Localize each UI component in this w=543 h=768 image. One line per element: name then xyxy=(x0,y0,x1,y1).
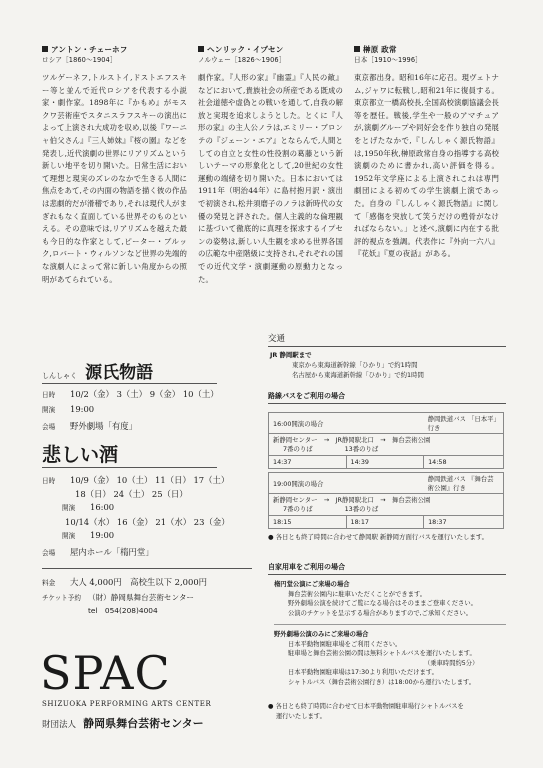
divider xyxy=(42,383,217,384)
profile-sub: ノルウェー［1826〜1906］ xyxy=(198,56,286,64)
bus-table-1900: 19:00開演の場合 静岡鉄道バス 『舞台芸術公園』行き 新静岡センター → JR静岡駅北口 → 舞台芸術公園 7番のりば 13番のりば 18:15 18:17 18:37 xyxy=(268,472,504,529)
profile-body: ツルゲーネフ,トルストイ,ドストエフスキー等と並んで近代ロシアを代表する小説家・劇作家。1898年に『かもめ』がモスクワ芸術座でスタニスラフスキーの演出によって上演され大成功を収め,以後『ワーニャ伯父さん』『三人姉妹』『桜の園』などを発表し,近代演劇の世界にリアリズムという新しい地平を切り開いた。日常生活において理想と現実のズレのなかで生きる人間に焦点をあて,その内面の物語を描く彼の作品は悲劇的だが滑稽であり,それは現代人がまぎれもなく直面している世界そのものといえる。その意味では,リアリズムを越えた最も今日的な作家として,ピーター・ブルック,ロバート・ウィルソンなど世界の先端的な演劇人によって常に新しい角度からの照明があてられている。 xyxy=(42,73,187,284)
play1-open-row: 開演 19:00 xyxy=(42,404,95,414)
profile-name: 榊原 政常 xyxy=(363,45,397,54)
jr-line-1: 東京から東海道新幹線「ひかり」で約1時間 xyxy=(292,361,418,369)
profile-body: 東京都出身。昭和16年に応召。現ヴェトナム,ジャワに転戦し,昭和21年に復員する。東京都立一橋高校長,全国高校演劇協議会長等を歴任。戦後,学生や一般のアマチュアが,演劇グループや同好会を作り独自の発展をとげたなかで,『しんしゃく源氏物語』は,1950年秋,榊原政常自身の指導する高校演劇のために書かれ,高い評価を得る。1952年文学座による上演されこれは専門劇団による初めての学生演劇上演であった。自身の『しんしゃく源氏物語』に関して「感傷を突放して笑うだけの甦骨がなければならない。」と述べ,演劇に内在する批評的視点を強調。代表作に『外向一六八』『花妖』『夏の夜話』がある。 xyxy=(354,73,499,259)
play2-title: 悲しい酒 xyxy=(42,444,119,466)
car-elliptic-hall: 楕円堂公演にご来場の場合 舞台芸術公園内に駐車いただくことができます。 野外劇場公演を続けてご覧になる場合はそのままご登車ください。 公演のチケットを呈示する場合がありますので,ご承知ください。 xyxy=(274,581,477,617)
play1-title-block xyxy=(42,358,153,383)
play2-dates-row-1: 日時 10/9（金） 10（土） 11（日） 17（土） xyxy=(42,475,230,485)
profile-sub: ロシア［1860〜1904］ xyxy=(42,56,117,64)
car-head: 自家用車をご利用の場合 xyxy=(268,563,345,571)
divider xyxy=(268,574,506,575)
play2-venue-row: 会場 屋内ホール「楕円堂」 xyxy=(42,547,154,557)
bullet-square-icon xyxy=(42,46,48,52)
play2-open-row-1: 開演 16:00 xyxy=(62,502,115,512)
jr-head: JR 静岡駅まで xyxy=(270,351,312,359)
bus-head: 路線バスをご利用の場合 xyxy=(268,392,345,400)
bus-table-1600: 16:00開演の場合 静岡鉄道バス 「日本平」行き 新静岡センター → JR静岡駅北口 → 舞台芸術公園 7番のりば 13番のりば 14:37 14:39 14:58 xyxy=(268,412,504,469)
price-row: 料金 大人 4,000円 高校生以下 2,000円 xyxy=(42,577,208,587)
play2-dates-row-2: 18（日） 24（土） 25（日） xyxy=(75,489,188,499)
car-note: ● 各日とも終了時間に合わせて日本平動物園駐車場行シャトルバスを 運行いたします。 xyxy=(268,703,464,720)
bullet-square-icon xyxy=(354,46,360,52)
play2-dates-row-3: 10/14（水） 16（金） 21（水） 23（金） xyxy=(65,517,230,527)
play2-open-row-2: 開演 19:00 xyxy=(62,530,115,540)
divider xyxy=(268,403,506,404)
divider xyxy=(268,346,506,347)
play1-venue-row: 会場 野外劇場「有度」 xyxy=(42,421,137,431)
profile-name: アントン・チェーホフ xyxy=(51,45,128,54)
play1-dates-row: 日時 10/2（金） 3（土） 9（金） 10（土） xyxy=(42,389,219,399)
play1-prefix: しんしゃく xyxy=(42,372,77,380)
divider xyxy=(42,568,252,569)
access-title: 交通 xyxy=(268,334,286,344)
divider xyxy=(42,467,217,468)
spac-logo: SPAC xyxy=(40,646,171,700)
profile-body: 劇作家。『人形の家』『幽霊』『人民の敵』などにおいて,貴族社会の所産である既成の社会道徳や虚偽との戦いを通して,自我の解放と実現を追求しようとした。とくに『人形の家』の主人公ノラは,エミリー・ブロンテの『ジェーン・エア』とならんで,人間としての自立と女性の性役割の葛藤という新しいテーマの形象化として,20世紀の女性運動の端緒を切り開いた。日本においては1911年（明治44年）に島村抱月訳・演出で初演され,松井須磨子のノラは新時代の女優の発見と評された。個人主義的な倫理観に基づいて徹底的に真理を探求するイプセンの姿勢は,新しい人生観を求める世界各国の広範な中産階級に支持され,それぞれの国での近代文学・演劇運動の原動力となった。 xyxy=(198,73,343,284)
play1-title: 源氏物語 xyxy=(85,363,154,383)
jr-line-2: 名古屋から東海道新幹線「ひかり」で約1時間 xyxy=(292,371,424,379)
profile-chekhov xyxy=(42,44,187,286)
divider xyxy=(274,624,506,625)
reserve-tel: tel 054(208)4004 xyxy=(88,606,158,615)
logo-english: SHIZUOKA PERFORMING ARTS CENTER xyxy=(42,700,212,708)
profile-sakakibara xyxy=(354,44,499,261)
reserve-row: チケット予約 （財）静岡県舞台芸術センター xyxy=(42,593,195,602)
car-outdoor-theatre: 野外劇場公演のみにご来場の場合 日本平動物園駐車場をご利用ください。 駐車場と舞台芸術公園の間は無料シャトルバスを運行いたします。 （乗車時間約5分） 日本平動物園駐車場は17:30より利用いただけます。 シャトルバス（舞台芸術公園行き）は18:00から運行いたします。 xyxy=(274,631,479,686)
bus-note: ● 各日とも終了時間に合わせて静岡駅 新静岡方面行バスを運行いたします。 xyxy=(268,533,489,541)
logo-japanese: 財団法人 静岡県舞台芸術センター xyxy=(42,717,204,730)
profile-sub: 日本［1910〜1996］ xyxy=(354,56,422,64)
bullet-square-icon xyxy=(198,46,204,52)
profile-name: ヘンリック・イプセン xyxy=(207,45,284,54)
profile-ibsen xyxy=(198,44,343,286)
